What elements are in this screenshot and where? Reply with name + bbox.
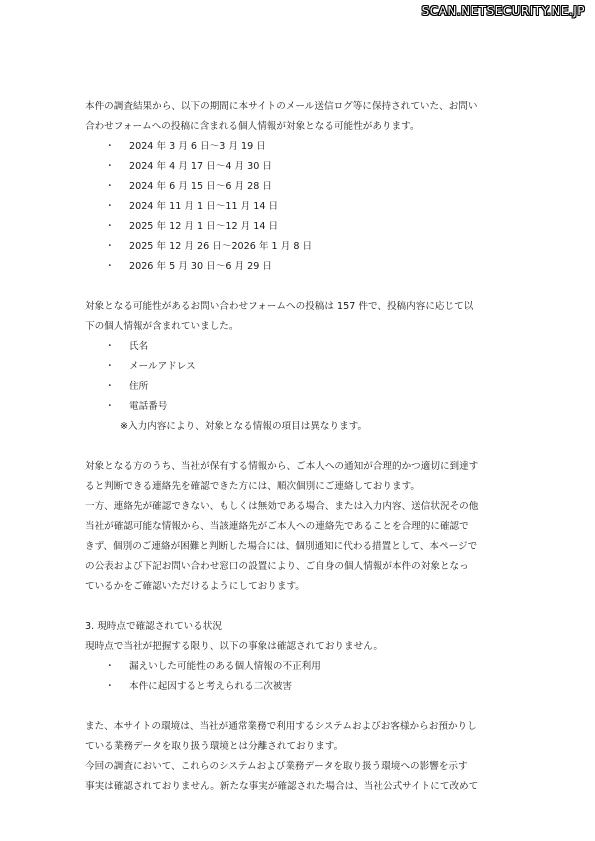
period-list bbox=[85, 137, 515, 277]
bullet: ・ bbox=[105, 161, 115, 172]
text-line: 当社が確認可能な情報から、当該連絡先がご本人への連絡先であることを合理的に確認で bbox=[85, 521, 469, 532]
list-item bbox=[85, 217, 515, 237]
spacer bbox=[85, 277, 515, 297]
list-item bbox=[85, 397, 515, 417]
list-item bbox=[85, 137, 515, 157]
text-line: 事実は確認されておりません。新たな事実が確認された場合は、当社公式サイトにて改めて bbox=[85, 781, 479, 792]
text-line: 下の個人情報が含まれていました。 bbox=[85, 321, 239, 332]
text-line: 対象となる方のうち、当社が保有する情報から、ご本人への通知が合理的かつ適切に到達す bbox=[85, 461, 479, 472]
list-item bbox=[85, 237, 515, 257]
status-list bbox=[85, 657, 515, 697]
spacer bbox=[85, 597, 515, 617]
status-item-text: 漏えいした可能性のある個人情報の不正利用 bbox=[129, 661, 321, 672]
bullet: ・ bbox=[105, 261, 115, 272]
info-item-text: 住所 bbox=[129, 381, 149, 392]
contact-paragraph bbox=[85, 457, 515, 597]
bullet: ・ bbox=[105, 341, 115, 352]
text-line: ているかをご確認いただけるようにしております。 bbox=[85, 581, 305, 592]
text-line: きず、個別のご連絡が困難と判断した場合には、個別通知に代わる措置として、本ページで bbox=[85, 541, 478, 552]
period-text: 2024 年 11 月 1 日～11 月 14 日 bbox=[129, 201, 279, 212]
text-line: 対象となる可能性があるお問い合わせフォームへの投稿は 157 件で、投稿内容に応じて以 bbox=[85, 301, 474, 312]
bullet: ・ bbox=[105, 181, 115, 192]
personal-info-list bbox=[85, 337, 515, 417]
list-item bbox=[85, 677, 515, 697]
period-text: 2025 年 12 月 1 日～12 月 14 日 bbox=[129, 221, 279, 232]
list-item bbox=[85, 257, 515, 277]
list-item bbox=[85, 357, 515, 377]
info-paragraph bbox=[85, 297, 515, 337]
section-heading: 3. 現時点で確認されている状況 bbox=[85, 621, 222, 632]
text-line: 一方、連絡先が確認できない、もしくは無効である場合、または入力内容、送信状況その他 bbox=[85, 501, 479, 512]
bullet: ・ bbox=[105, 141, 115, 152]
status-item-text: 本件に起因すると考えられる二次被害 bbox=[129, 681, 293, 692]
period-text: 2024 年 4 月 17 日～4 月 30 日 bbox=[129, 161, 272, 172]
bullet: ・ bbox=[105, 221, 115, 232]
text-line: ている業務データを取り扱う環境とは分離されております。 bbox=[85, 741, 344, 752]
text-line: 本件の調査結果から、以下の期間に本サイトのメール送信ログ等に保持されていた、お問い bbox=[85, 101, 478, 112]
info-item-text: メールアドレス bbox=[129, 361, 196, 372]
environment-paragraph bbox=[85, 717, 515, 797]
status-lead: 現時点で当社が把握する限り、以下の事象は確認されておりません。 bbox=[85, 641, 383, 652]
list-item bbox=[85, 337, 515, 357]
text-line: また、本サイトの環境は、当社が通常業務で利用するシステムおよびお客様からお預かりし bbox=[85, 721, 477, 732]
bullet: ・ bbox=[105, 381, 115, 392]
spacer bbox=[85, 437, 515, 457]
period-text: 2024 年 3 月 6 日～3 月 19 日 bbox=[129, 141, 266, 152]
info-item-text: 電話番号 bbox=[129, 401, 168, 412]
bullet: ・ bbox=[105, 401, 115, 412]
list-item bbox=[85, 657, 515, 677]
period-text: 2024 年 6 月 15 日～6 月 28 日 bbox=[129, 181, 272, 192]
spacer bbox=[85, 697, 515, 717]
period-text: 2026 年 5 月 30 日～6 月 29 日 bbox=[129, 261, 272, 272]
text-line: ると判断できる連絡先を確認できた方には、順次個別にご連絡しております。 bbox=[85, 481, 421, 492]
text-line: 合わせフォームへの投稿に含まれる個人情報が対象となる可能性があります。 bbox=[85, 121, 420, 132]
info-item-text: 氏名 bbox=[129, 341, 149, 352]
text-line: の公表および下記お問い合わせ窓口の設置により、ご自身の個人情報が本件の対象となっ bbox=[85, 561, 469, 572]
document-body bbox=[85, 97, 515, 797]
list-item bbox=[85, 177, 515, 197]
intro-paragraph bbox=[85, 97, 515, 137]
list-item bbox=[85, 377, 515, 397]
bullet: ・ bbox=[105, 661, 115, 672]
watermark: SCAN.NETSECURITY.NE.JP bbox=[421, 4, 585, 18]
bullet: ・ bbox=[105, 361, 115, 372]
bullet: ・ bbox=[105, 681, 115, 692]
period-text: 2025 年 12 月 26 日～2026 年 1 月 8 日 bbox=[129, 241, 313, 252]
bullet: ・ bbox=[105, 201, 115, 212]
text-line: 今回の調査において、これらのシステムおよび業務データを取り扱う環境への影響を示す bbox=[85, 761, 468, 772]
bullet: ・ bbox=[105, 241, 115, 252]
list-item bbox=[85, 197, 515, 217]
note-text: ※入力内容により、対象となる情報の項目は異なります。 bbox=[120, 421, 368, 432]
list-item bbox=[85, 157, 515, 177]
